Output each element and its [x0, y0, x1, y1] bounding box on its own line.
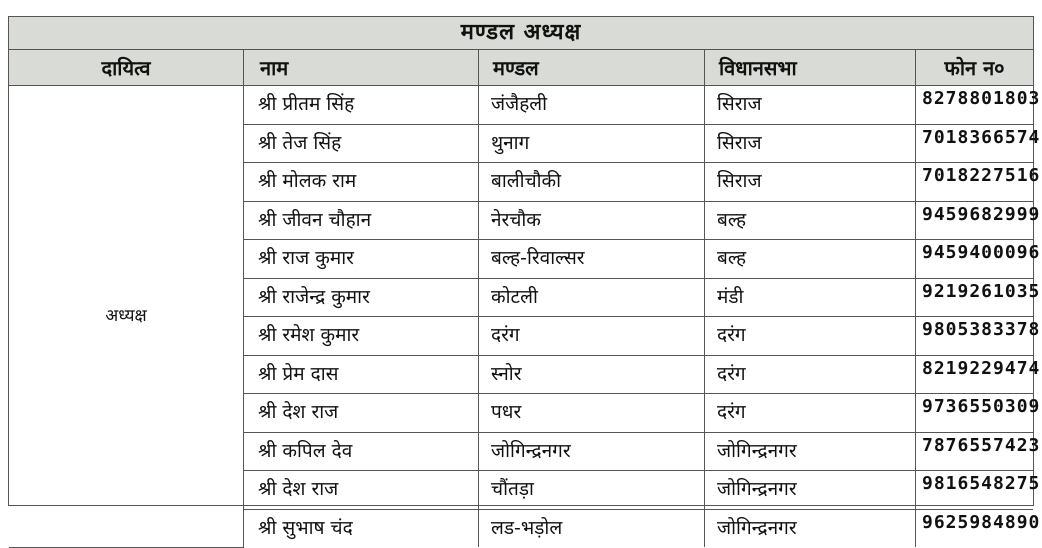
phone-cell: 9736550309: [916, 394, 1034, 433]
name-cell: श्री मोलक राम: [244, 163, 479, 202]
phone-cell: 7018227516: [916, 163, 1034, 202]
phone-cell: 9219261035: [916, 278, 1034, 317]
mandal-cell: चौंतड़ा: [479, 471, 705, 510]
name-cell: श्री देश राज: [244, 394, 479, 433]
phone-cell: 9459400096: [916, 240, 1034, 279]
mandal-cell: कोटली: [479, 278, 705, 317]
mandal-cell: जोगिन्द्रनगर: [479, 432, 705, 471]
name-cell: श्री तेज सिंह: [244, 124, 479, 163]
name-cell: श्री सुभाष चंद: [244, 509, 479, 547]
assembly-cell: दरंग: [705, 317, 916, 356]
assembly-cell: जोगिन्द्रनगर: [705, 471, 916, 510]
mandal-cell: बल्ह-रिवाल्सर: [479, 240, 705, 279]
assembly-cell: दरंग: [705, 355, 916, 394]
mandal-cell: लड-भड़ोल: [479, 509, 705, 547]
header-mandal: मण्डल: [479, 50, 705, 86]
mandal-cell: पधर: [479, 394, 705, 433]
name-cell: श्री प्रेम दास: [244, 355, 479, 394]
name-cell: श्री प्रीतम सिंह: [244, 86, 479, 125]
mandal-cell: नेरचौक: [479, 201, 705, 240]
mandal-president-table: [9, 50, 1041, 548]
phone-cell: 8219229474: [916, 355, 1034, 394]
name-cell: श्री देश राज: [244, 471, 479, 510]
phone-cell: 7018366574: [916, 124, 1034, 163]
table-body: [9, 86, 1041, 548]
assembly-cell: सिराज: [705, 163, 916, 202]
phone-cell: 8278801803: [916, 86, 1034, 125]
table-title: मण्डल अध्यक्ष: [9, 17, 1033, 50]
mandal-cell: जंजैहली: [479, 86, 705, 125]
mandal-president-table-sheet: [8, 16, 1041, 539]
mandal-cell: थुनाग: [479, 124, 705, 163]
phone-cell: 9625984890: [916, 509, 1034, 547]
name-cell: श्री राजेन्द्र कुमार: [244, 278, 479, 317]
phone-cell: 7876557423: [916, 432, 1034, 471]
table-row: [9, 86, 1033, 125]
name-cell: श्री राज कुमार: [244, 240, 479, 279]
assembly-cell: मंडी: [705, 278, 916, 317]
header-responsibility: दायित्व: [9, 50, 244, 86]
assembly-cell: सिराज: [705, 124, 916, 163]
header-row: [9, 50, 1033, 86]
assembly-cell: जोगिन्द्रनगर: [705, 509, 916, 547]
header-name: नाम: [244, 50, 479, 86]
assembly-cell: दरंग: [705, 394, 916, 433]
phone-cell: 9805383378: [916, 317, 1034, 356]
name-cell: श्री जीवन चौहान: [244, 201, 479, 240]
assembly-cell: जोगिन्द्रनगर: [705, 432, 916, 471]
assembly-cell: बल्ह: [705, 240, 916, 279]
mandal-cell: बालीचौकी: [479, 163, 705, 202]
assembly-cell: बल्ह: [705, 201, 916, 240]
name-cell: श्री रमेश कुमार: [244, 317, 479, 356]
role-cell: अध्यक्ष: [9, 86, 244, 548]
header-phone: फोन न०: [916, 50, 1034, 86]
header-assembly: विधानसभा: [705, 50, 916, 86]
phone-cell: 9459682999: [916, 201, 1034, 240]
assembly-cell: सिराज: [705, 86, 916, 125]
phone-cell: 9816548275: [916, 471, 1034, 510]
mandal-cell: दरंग: [479, 317, 705, 356]
mandal-cell: स्नोर: [479, 355, 705, 394]
name-cell: श्री कपिल देव: [244, 432, 479, 471]
